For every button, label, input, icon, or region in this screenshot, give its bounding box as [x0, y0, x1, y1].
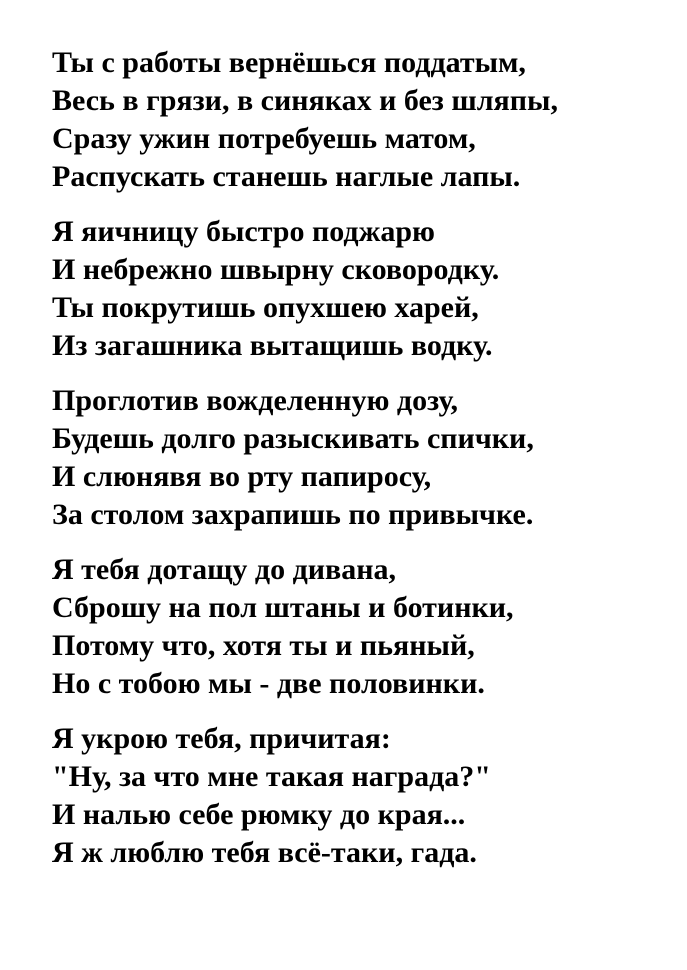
poem-line: Ты покрутишь опухшею харей,: [52, 291, 479, 324]
poem-line: И налью себе рюмку до края...: [52, 798, 466, 831]
poem-line: Из загашника вытащишь водку.: [52, 329, 493, 362]
poem-line: Я яичницу быстро поджарю: [52, 215, 435, 248]
poem-line: Я тебя дотащу до дивана,: [52, 553, 397, 586]
poem: [52, 44, 682, 889]
poem-line: Проглотив вожделенную дозу,: [52, 384, 459, 417]
poem-line: Я укрою тебя, причитая:: [52, 722, 391, 755]
stanza-1: [52, 44, 682, 196]
poem-line: Распускать станешь наглые лапы.: [52, 160, 521, 193]
stanza-3: [52, 382, 682, 534]
poem-line: Ты с работы вернёшься поддатым,: [52, 46, 526, 79]
poem-line: "Ну, за что мне такая награда?": [52, 760, 491, 793]
stanza-2: [52, 213, 682, 365]
poem-line: Сразу ужин потребуешь матом,: [52, 122, 476, 155]
poem-line: И слюнявя во рту папиросу,: [52, 460, 432, 493]
stanza-4: [52, 551, 682, 703]
poem-line: Но с тобою мы - две половинки.: [52, 667, 485, 700]
poem-line: Сброшу на пол штаны и ботинки,: [52, 591, 514, 624]
poem-line: Я ж люблю тебя всё-таки, гада.: [52, 836, 477, 869]
poem-line: Потому что, хотя ты и пьяный,: [52, 629, 475, 662]
poem-line: За столом захрапишь по привычке.: [52, 498, 534, 531]
stanza-5: [52, 720, 682, 872]
poem-line: Весь в грязи, в синяках и без шляпы,: [52, 84, 558, 117]
poem-line: И небрежно швырну сковородку.: [52, 253, 500, 286]
poem-line: Будешь долго разыскивать спички,: [52, 422, 534, 455]
